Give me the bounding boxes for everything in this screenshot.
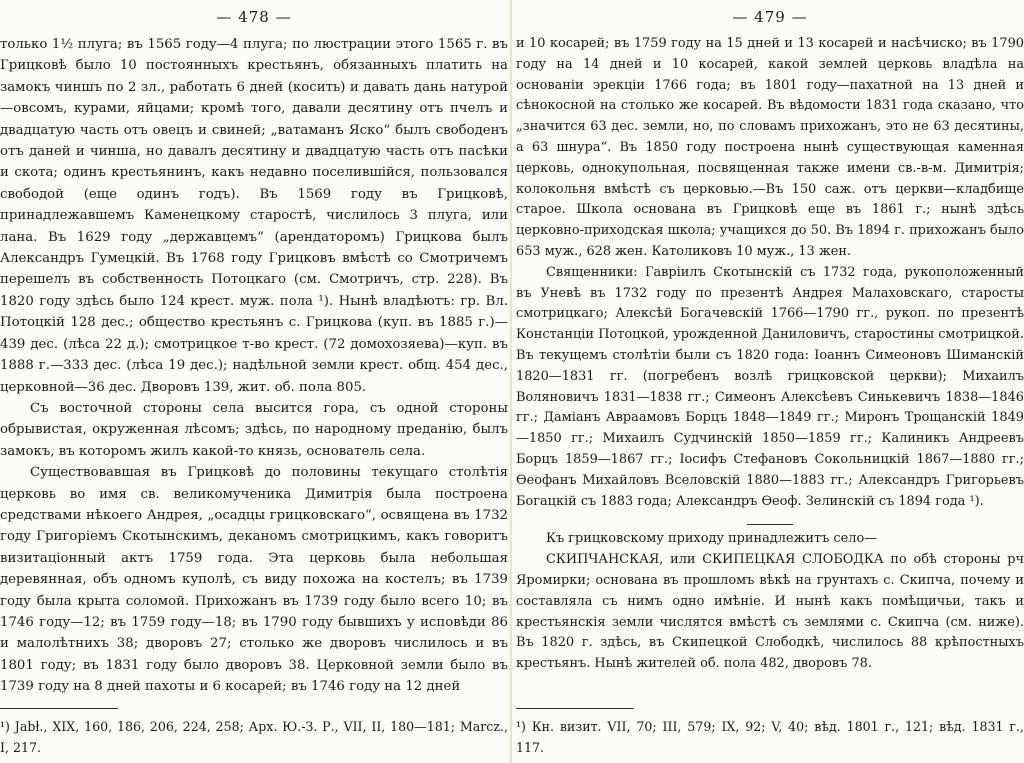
right-footnote xyxy=(516,716,1024,758)
left-page-body xyxy=(0,34,508,698)
paragraph-priests: Священники: Гавріилъ Скотынскій съ 1732 года, рукоположенный въ Уневѣ въ 1732 году по презентѣ Андрея Малаховскаго, старосты смотрицкаго; Алексѣй Богачевскій 1766—1790 гг., рукоп. по презентѣ Констанціи Потоцкой, урожденной Даниловичъ, старостины смотрицкой. Въ текущемъ столѣтіи были съ 1820 года: Іоаннъ Симеоновъ Шиманскій 1820—1831 гг. (погребенъ возлѣ грицковской церкви); Михаилъ Воляновичъ 1831—1838 гг.; Симеонъ Алексѣевъ Синькевичъ 1838—1846 гг.; Даміанъ Авраамовъ Борцъ 1848—1849 гг.; Миронъ Трощанскій 1849—1850 гг.; Михаилъ Судчинскій 1850—1859 гг.; Калиникъ Андреевъ Борцъ 1859—1867 гг.; Іосифъ Стефановъ Сокольницкій 1867—1880 гг.; Өеофанъ Михайловъ Вселовскій 1880—1883 гг.; Александръ Григорьевъ Богацкій съ 1883 года; Александръ Өеоф. Зелинскій съ 1894 года ¹). xyxy=(516,264,1024,509)
left-footnote xyxy=(0,716,508,758)
section-separator xyxy=(747,524,793,525)
paragraph-skipchanskaya: СКИПЧАНСКАЯ, или СКИПЕЦКАЯ СЛОБОДКА по обѣ стороны рч Яромирки; основана въ прошломъ вѣкѣ на грунтахъ с. Скипча, почему и составляла съ нимъ одно имѣніе. И нынѣ какъ помѣщичьи, такъ и крестьянскія земли числятся вмѣстѣ съ землями с. Скипча (см. ниже). Въ 1820 г. здѣсь, въ Скипецкой Слободкѣ, числилось 88 крѣпостныхъ крестьянъ. Нынѣ жителей об. пола 482, дворовъ 78. xyxy=(516,552,1024,672)
left-page xyxy=(0,0,508,763)
paragraph-old-church: Существовавшая въ Грицковѣ до половины текущаго столѣтія церковь во имя св. великомученика Димитрія была построена средствами нѣкоего Андрея, „осадцы грицковскаго“, освящена въ 1732 году Григоріемъ Скотынскимъ, деканомъ смотрицкимъ, какъ говоритъ визитаціонный актъ 1759 года. Эта церковь была небольшая деревянная, объ одномъ куполѣ, съ виду похожа на костелъ; въ 1739 году была крыта соломой. Прихожанъ въ 1739 году было всего 10; въ 1746 году—12; въ 1759 году—18; въ 1790 году бывшихъ у исповѣди 86 и малолѣтнихъ 38; дворовъ 27; столько же дворовъ числилось и въ 1801 году; въ 1831 году было дворовъ 38. Церковной земли было въ 1739 году на 8 дней пахоты и 6 косарей; въ 1746 году на 12 дней xyxy=(0,465,508,695)
paragraph-church-land: и 10 косарей; въ 1759 году на 15 дней и 13 косарей и насѣчиско; въ 1790 году на 14 дней и 10 косарей, какой землей церковь владѣла на основаніи эрекціи 1766 года; въ 1801 году—пахатной на 13 дней и сѣнокосной на столько же косарей. Въ вѣдомости 1831 года сказано, что „значится 63 дес. земли, но, по словамъ прихожанъ, это не 63 десятины, а 63 шнура“. Въ 1850 году построена нынѣ существующая каменная церковь, однокупольная, посвященная также имени св.-в-м. Димитрія; колокольня вмѣстѣ съ церковью.—Въ 150 саж. отъ церкви—кладбище старое. Школа основана въ Грицковѣ еще въ 1861 г.; нынѣ здѣсь церковно-приходская школа; учащихся до 50. Въ 1894 г. прихожанъ было 653 муж., 628 жен. Католиковъ 10 муж., 13 жен. xyxy=(516,36,1024,259)
footnote-rule xyxy=(0,708,118,709)
footnote-rule xyxy=(516,708,634,709)
page-gutter xyxy=(510,0,512,763)
right-page-body xyxy=(516,34,1024,675)
paragraph-parish-intro: Къ грицковскому приходу принадлежитъ село— xyxy=(546,531,878,547)
footnote-text: ¹) Кн. визит. VII, 70; III, 579; IX, 92; V, 40; вѣд. 1801 г., 121; вѣд. 1831 г., 117. xyxy=(516,719,1024,755)
paragraph-history: только 1½ плуга; въ 1565 году—4 плуга; по люстрации этого 1565 г. въ Грицковѣ было 10 постоянныхъ крестьянъ, обязанныхъ платить на замокъ чиншъ по 2 зл., работать 6 дней (косить) и давать дань натурой—овсомъ, курами, яйцами; кромѣ того, давали десятину отъ пчелъ и двадцатую часть отъ овецъ и свиней; „ватаманъ Яско“ былъ свободенъ отъ даней и чинша, но давалъ десятину и двадцатую часть отъ пасѣки и скота; одинъ крестьянинъ, какъ недавно поселившійся, пользовался свободой (еще одинъ годъ). Въ 1569 году въ Грицковѣ, принадлежавшемъ Каменецкому старостѣ, числилось 3 плуга, или лана. Въ 1629 году „державцемъ“ (арендаторомъ) Грицкова былъ Александръ Гумецкій. Въ 1768 году Грицковъ вмѣстѣ со Смотричемъ перешелъ въ собственность Потоцкаго (см. Смотричъ, стр. 228). Въ 1820 году здѣсь было 124 крест. муж. пола ¹). Нынѣ владѣютъ: гр. Вл. Потоцкій 128 дес.; общество крестьянъ с. Грицкова (куп. въ 1885 г.)—439 дес. (лѣса 22 д.); смотрицкое т-во крест. (72 домохозяева)—куп. въ 1888 г.—333 дес. (лѣса 19 дес.); надѣльной земли крест. общ. 454 дес., церковной—36 дес. Дворовъ 139, жит. об. пола 805. xyxy=(0,37,508,395)
right-page xyxy=(516,0,1024,763)
footnote-text: ¹) Jabł., XIX, 160, 186, 206, 224, 258; Арх. Ю.-З. Р., VII, II, 180—181; Marcz., I, 217. xyxy=(0,719,508,755)
paragraph-castle-hill: Съ восточной стороны села высится гора, съ одной стороны обрывистая, окруженная лѣсомъ; здѣсь, по народному преданію, былъ замокъ, въ которомъ жилъ какой-то князь, основатель села. xyxy=(0,400,508,459)
page-number-478: — 478 — xyxy=(216,8,292,26)
page-number-479: — 479 — xyxy=(732,8,808,26)
